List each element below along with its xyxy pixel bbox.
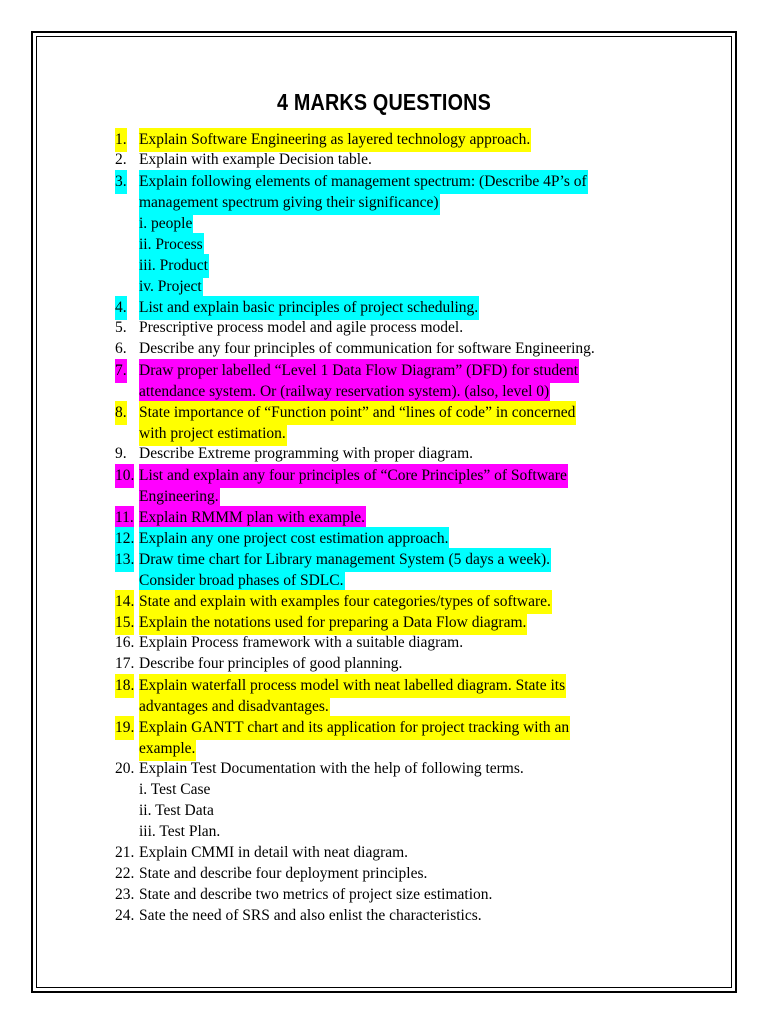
question-text: Explain with example Decision table. (139, 151, 372, 168)
question-line (113, 653, 673, 674)
question-line (113, 779, 673, 800)
question-line (113, 821, 673, 842)
question-number: 4. (115, 296, 127, 320)
question-text: ii. Process (139, 233, 204, 257)
question-number: 15. (115, 611, 134, 635)
question-text: Explain any one project cost estimation approach. (139, 527, 449, 551)
question-line (113, 212, 673, 233)
question-text: Explain GANTT chart and its application for project tracking with an (139, 716, 570, 740)
question-text: example. (139, 737, 196, 761)
question-number: 8. (115, 401, 127, 425)
question-number: 11. (115, 506, 134, 530)
question-text: List and explain any four principles of “Core Principles” of Software (139, 464, 568, 488)
question-line (113, 191, 673, 212)
question-text: Sate the need of SRS and also enlist the characteristics. (139, 907, 482, 924)
question-text: Engineering. (139, 485, 220, 509)
question-line (113, 611, 673, 632)
question-text: Consider broad phases of SDLC. (139, 569, 345, 593)
question-number: 17. (115, 655, 135, 672)
question-text: advantages and disadvantages. (139, 695, 330, 719)
question-text: Explain Process framework with a suitable diagram. (139, 634, 464, 651)
question-line (113, 527, 673, 548)
question-line (113, 884, 673, 905)
question-line (113, 338, 673, 359)
question-number: 18. (115, 674, 134, 698)
question-line (113, 590, 673, 611)
question-text: attendance system. Or (railway reservation system). (also, level 0) (139, 380, 550, 404)
question-text: Draw proper labelled “Level 1 Data Flow Diagram” (DFD) for student (139, 359, 579, 383)
question-text: Explain following elements of management spectrum: (Describe 4P’s of (139, 170, 588, 194)
question-line (113, 233, 673, 254)
question-line (113, 380, 673, 401)
question-list (113, 128, 673, 926)
question-number: 1. (115, 128, 127, 152)
question-line (113, 842, 673, 863)
question-line (113, 800, 673, 821)
question-number: 12. (115, 527, 134, 551)
question-line (113, 401, 673, 422)
question-number: 19. (115, 716, 134, 740)
question-number: 22. (115, 865, 135, 882)
question-text: i. Test Case (139, 781, 211, 798)
question-text: Explain the notations used for preparing a Data Flow diagram. (139, 611, 527, 635)
question-number: 16. (115, 634, 135, 651)
question-line (113, 506, 673, 527)
question-number: 13. (115, 548, 134, 572)
question-text: Explain RMMM plan with example. (139, 506, 366, 530)
question-line (113, 737, 673, 758)
question-line (113, 275, 673, 296)
question-text: Prescriptive process model and agile process model. (139, 319, 464, 336)
question-number: 10. (115, 464, 134, 488)
question-line (113, 422, 673, 443)
page-title: 4 MARKS QUESTIONS (277, 89, 491, 115)
question-line (113, 359, 673, 380)
question-text: management spectrum giving their significance) (139, 191, 440, 215)
question-number: 6. (115, 340, 127, 357)
question-line (113, 758, 673, 779)
question-number: 21. (115, 844, 135, 861)
question-text: Describe any four principles of communication for software Engineering. (139, 340, 595, 357)
question-line (113, 443, 673, 464)
question-text: iv. Project (139, 275, 203, 299)
question-line (113, 317, 673, 338)
question-line (113, 569, 673, 590)
question-line (113, 632, 673, 653)
question-text: State and explain with examples four categories/types of software. (139, 590, 552, 614)
question-number: 23. (115, 886, 135, 903)
question-text: State importance of “Function point” and “lines of code” in concerned (139, 401, 576, 425)
question-text: Explain waterfall process model with neat labelled diagram. State its (139, 674, 566, 698)
question-text: iii. Test Plan. (139, 823, 221, 840)
question-line (113, 674, 673, 695)
question-text: with project estimation. (139, 422, 287, 446)
question-line (113, 254, 673, 275)
question-line (113, 695, 673, 716)
question-text: Explain Test Documentation with the help of following terms. (139, 760, 524, 777)
question-number: 7. (115, 359, 127, 383)
question-number: 2. (115, 151, 127, 168)
question-text: ii. Test Data (139, 802, 214, 819)
question-text: List and explain basic principles of project scheduling. (139, 296, 479, 320)
question-text: Describe four principles of good planning. (139, 655, 403, 672)
question-text: Explain Software Engineering as layered technology approach. (139, 128, 531, 152)
question-line (113, 128, 673, 149)
question-line (113, 716, 673, 737)
question-line (113, 905, 673, 926)
question-text: State and describe two metrics of project size estimation. (139, 886, 493, 903)
question-number: 14. (115, 590, 134, 614)
question-line (113, 170, 673, 191)
question-text: Draw time chart for Library management System (5 days a week). (139, 548, 551, 572)
question-number: 9. (115, 445, 127, 462)
question-text: i. people (139, 212, 193, 236)
question-line (113, 464, 673, 485)
question-number: 3. (115, 170, 127, 194)
question-line (113, 863, 673, 884)
question-line (113, 485, 673, 506)
question-text: Describe Extreme programming with proper diagram. (139, 445, 473, 462)
question-line (113, 548, 673, 569)
question-text: State and describe four deployment principles. (139, 865, 428, 882)
question-number: 5. (115, 319, 127, 336)
question-number: 24. (115, 907, 135, 924)
question-number: 20. (115, 760, 135, 777)
question-line (113, 149, 673, 170)
question-text: iii. Product (139, 254, 209, 278)
question-text: Explain CMMI in detail with neat diagram. (139, 844, 409, 861)
question-line (113, 296, 673, 317)
